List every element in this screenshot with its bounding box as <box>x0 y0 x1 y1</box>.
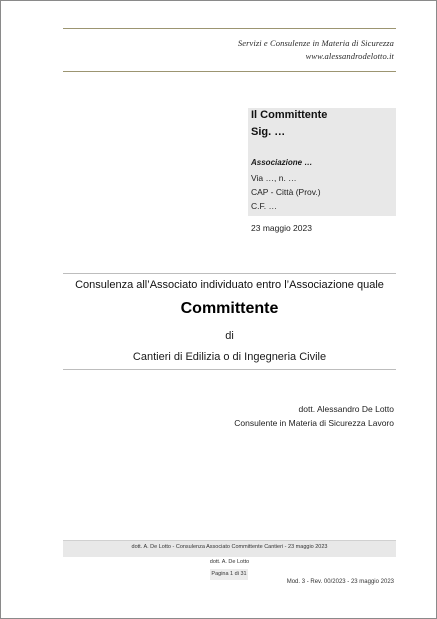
footer-document-line: dott. A. De Lotto - Consulenza Associato Committente Cantieri - 23 maggio 2023 <box>131 544 328 550</box>
recipient-name: Sig. … <box>251 126 286 138</box>
subject-top-rule <box>63 273 396 274</box>
subject-line-3: di <box>225 330 234 342</box>
page-number: Pagina 1 di 31 <box>210 569 248 580</box>
subject-heading: Committente <box>180 300 279 317</box>
recipient-city: CAP - Città (Prov.) <box>251 187 321 197</box>
header-top-rule <box>63 28 396 29</box>
header-tagline: Servizi e Consulenze in Materia di Sicurezza <box>237 38 394 48</box>
subject-line-4: Cantieri di Edilizia o di Ingegneria Civile <box>132 351 327 363</box>
signature-name: dott. Alessandro De Lotto <box>298 404 394 414</box>
subject-bottom-rule <box>63 369 396 370</box>
signature-role: Consulente in Materia di Sicurezza Lavoro <box>234 418 394 428</box>
header-website: www.alessandrodelotto.it <box>305 51 394 61</box>
footer-revision: Mod. 3 - Rev. 00/2023 - 23 maggio 2023 <box>286 579 394 585</box>
subject-line-1: Consulenza all’Associato individuato entro l’Associazione quale <box>75 279 384 291</box>
header-bottom-rule <box>63 71 396 72</box>
recipient-association: Associazione … <box>251 158 313 167</box>
recipient-title: Il Committente <box>251 109 328 121</box>
document-date: 23 maggio 2023 <box>251 223 312 233</box>
footer-author: dott. A. De Lotto <box>209 559 250 565</box>
recipient-tax-code: C.F. … <box>251 201 277 211</box>
recipient-street: Via …, n. … <box>251 173 297 183</box>
